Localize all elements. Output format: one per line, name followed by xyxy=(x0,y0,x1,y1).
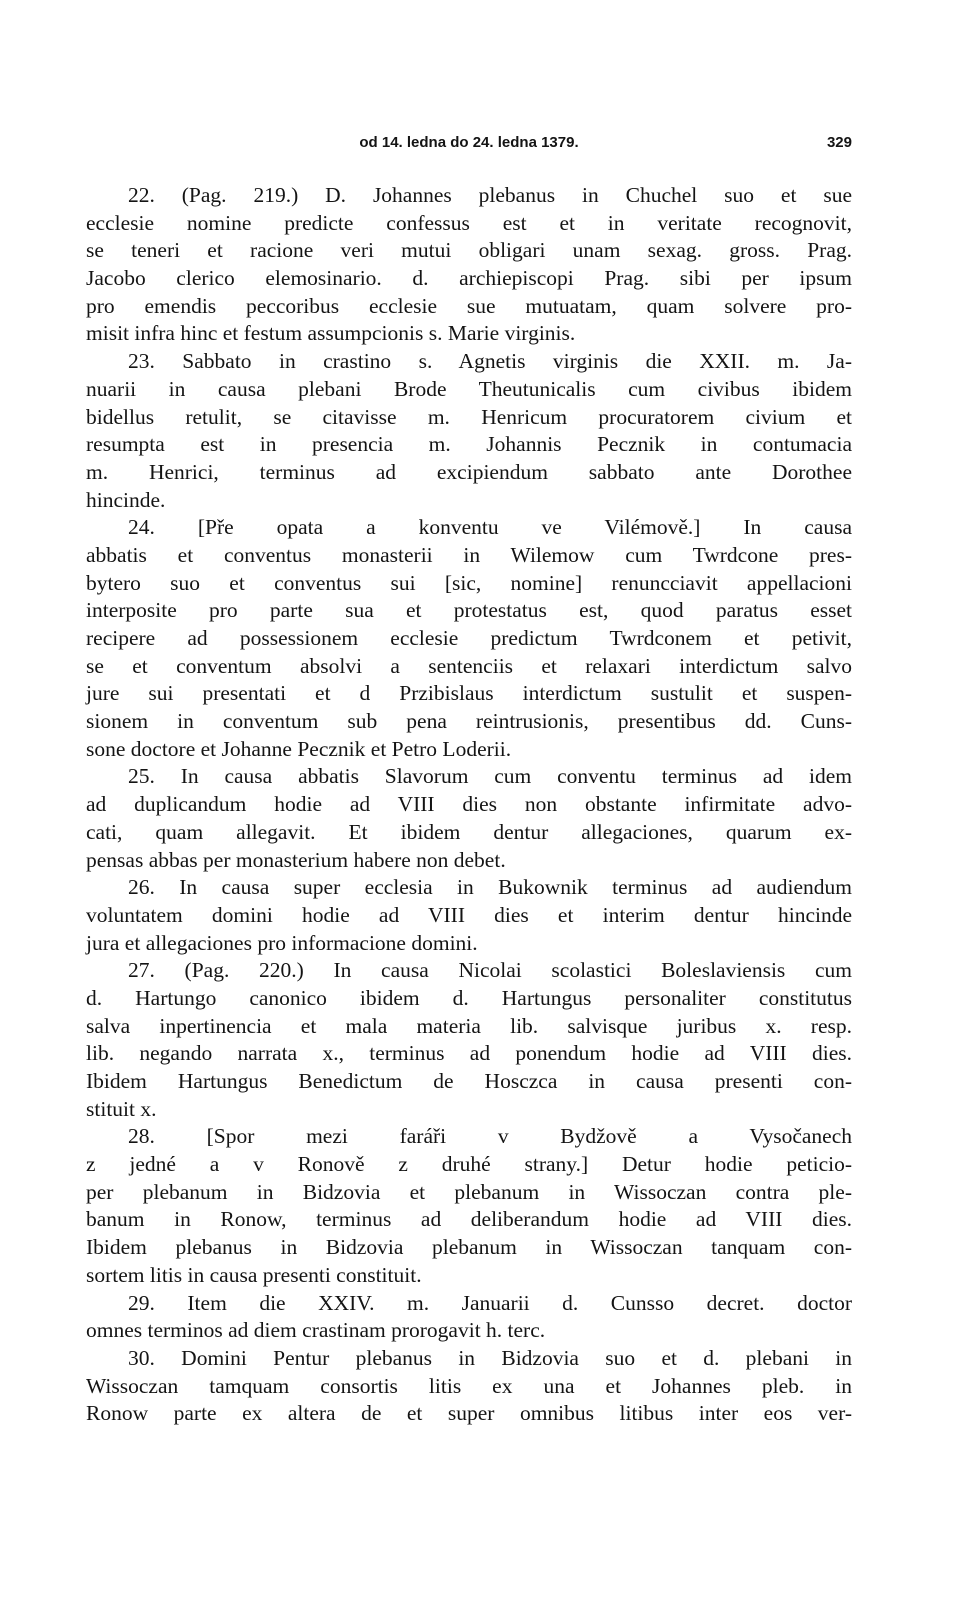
text-line: 26. In causa super ecclesia in Bukownik terminus ad audiendum xyxy=(128,875,852,900)
text-line: d. Hartungo canonico ibidem d. Hartungus personaliter constitutus xyxy=(86,985,852,1010)
text-line: se et conventum absolvi a sentenciis et relaxari interdictum salvo xyxy=(86,653,852,678)
page-header xyxy=(86,128,852,162)
text-line: z jedné a v Ronově z druhé strany.] Detur hodie peticio- xyxy=(86,1152,852,1177)
text-line: omnes terminos ad diem crastinam prorogavit h. terc. xyxy=(86,1318,546,1343)
text-line: salva inpertinencia et mala materia lib. salvisque juribus x. resp. xyxy=(86,1013,852,1038)
text-line: m. Henrici, terminus ad excipiendum sabbato ante Dorothee xyxy=(86,459,852,484)
text-line: 28. [Spor mezi faráři v Bydžově a Vysočanech xyxy=(128,1124,852,1149)
document-page xyxy=(86,128,852,1428)
text-line: sortem litis in causa presenti constituit. xyxy=(86,1262,422,1287)
text-line: 27. (Pag. 220.) In causa Nicolai scolastici Boleslaviensis cum xyxy=(128,958,852,983)
text-line: cati, quam allegavit. Et ibidem dentur allegaciones, quarum ex- xyxy=(86,819,852,844)
text-line: bytero suo et conventus sui [sic, nomine] renuncciavit appellacioni xyxy=(86,570,852,595)
text-line: stituit x. xyxy=(86,1096,157,1121)
text-line: per plebanum in Bidzovia et plebanum in Wissoczan contra ple- xyxy=(86,1179,852,1204)
text-line: Ibidem plebanus in Bidzovia plebanum in Wissoczan tanquam con- xyxy=(86,1235,852,1260)
text-line: Jacobo clerico elemosinario. d. archiepiscopi Prag. sibi per ipsum xyxy=(86,266,852,291)
text-line: 25. In causa abbatis Slavorum cum conventu terminus ad idem xyxy=(128,764,852,789)
document-body xyxy=(86,182,852,1428)
text-line: pensas abbas per monasterium habere non debet. xyxy=(86,847,506,872)
text-line: 24. [Pře opata a konventu ve Vilémově.] In causa xyxy=(128,515,852,540)
text-line: pro emendis peccoribus ecclesie sue mutuatam, quam solvere pro- xyxy=(86,293,852,318)
text-line: interposite pro parte sua et protestatus est, quod paratus esset xyxy=(86,598,852,623)
text-line: ad duplicandum hodie ad VIII dies non obstante infirmitate advo- xyxy=(86,792,852,817)
text-line: Ronow parte ex altera de et super omnibus litibus inter eos ver- xyxy=(86,1401,852,1426)
text-line: se teneri et racione veri mutui obligari unam sexag. gross. Prag. xyxy=(86,238,852,263)
text-line: misit infra hinc et festum assumpcionis s. Marie virginis. xyxy=(86,321,576,346)
text-line: sone doctore et Johanne Pecznik et Petro Loderii. xyxy=(86,736,512,761)
text-line: jure sui presentati et d Przibislaus interdictum sustulit et suspen- xyxy=(86,681,852,706)
text-line: Ibidem Hartungus Benedictum de Hosczca in causa presenti con- xyxy=(86,1069,852,1093)
text-line: resumpta est in presencia m. Johannis Pecznik in contumacia xyxy=(86,432,852,457)
text-line: 23. Sabbato in crastino s. Agnetis virginis die XXII. m. Ja- xyxy=(128,349,852,374)
text-line: Wissoczan tamquam consortis litis ex una et Johannes pleb. in xyxy=(86,1373,852,1398)
text-line: banum in Ronow, terminus ad deliberandum hodie ad VIII dies. xyxy=(86,1207,852,1232)
page-number: 329 xyxy=(826,134,852,151)
text-line: sionem in conventum sub pena reintrusionis, presentibus dd. Cuns- xyxy=(86,709,852,734)
text-line: bidellus retulit, se citavisse m. Henricum procuratorem civium et xyxy=(86,404,852,429)
running-title: od 14. ledna do 24. ledna 1379. xyxy=(359,134,579,151)
text-line: hincinde. xyxy=(86,487,166,512)
text-line: abbatis et conventus monasterii in Wilemow cum Twrdcone pres- xyxy=(86,542,852,567)
text-line: recipere ad possessionem ecclesie predictum Twrdconem et petivit, xyxy=(86,626,852,650)
text-line: jura et allegaciones pro informacione domini. xyxy=(86,930,478,955)
text-line: voluntatem domini hodie ad VIII dies et interim dentur hincinde xyxy=(86,902,852,927)
text-line: 29. Item die XXIV. m. Januarii d. Cunsso decret. doctor xyxy=(128,1290,852,1315)
text-line: ecclesie nomine predicte confessus est et in veritate recognovit, xyxy=(86,210,852,235)
text-line: lib. negando narrata x., terminus ad ponendum hodie ad VIII dies. xyxy=(86,1041,852,1066)
text-line: 22. (Pag. 219.) D. Johannes plebanus in Chuchel suo et sue xyxy=(128,183,852,207)
text-line: nuarii in causa plebani Brode Theutunicalis cum civibus ibidem xyxy=(86,376,852,401)
text-line: 30. Domini Pentur plebanus in Bidzovia suo et d. plebani in xyxy=(128,1345,852,1370)
